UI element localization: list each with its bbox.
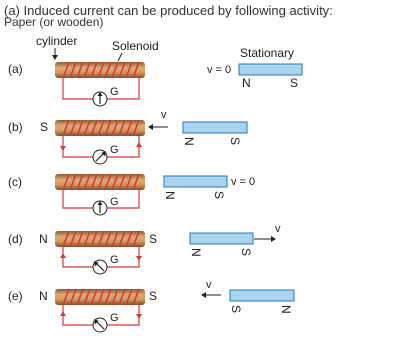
bar-magnet xyxy=(164,176,227,187)
velocity-label: v xyxy=(275,223,281,235)
magnet-pole-left: N xyxy=(242,76,251,90)
velocity-arrowhead xyxy=(271,236,276,242)
solenoid-pole-left: N xyxy=(39,289,48,303)
magnet-pole-left: N xyxy=(163,191,177,200)
galvanometer-label: G xyxy=(110,254,119,266)
solenoid-pole-right: S xyxy=(149,232,158,246)
row-tag: (d) xyxy=(8,232,23,246)
solenoid-pole-left: S xyxy=(40,120,49,134)
galvanometer-label: G xyxy=(110,86,119,98)
solenoid-pointer xyxy=(118,53,122,61)
magnet-pole-right: S xyxy=(228,137,242,146)
current-arrow-up xyxy=(136,142,142,147)
galvanometer-label: G xyxy=(110,196,119,208)
magnet-pole-left: N xyxy=(189,248,203,257)
current-arrow-up xyxy=(60,311,66,316)
current-arrow-down xyxy=(136,314,142,319)
magnet-pole-right: S xyxy=(290,76,299,90)
row-d xyxy=(8,223,281,274)
current-arrow-down xyxy=(136,256,142,261)
row-a xyxy=(8,62,302,106)
row-tag: (c) xyxy=(8,175,22,189)
velocity-label: v xyxy=(206,279,212,291)
magnet-pole-left: S xyxy=(229,305,243,314)
row-tag: (b) xyxy=(8,120,23,134)
bar-magnet xyxy=(239,64,302,75)
label-cylinder: cylinder xyxy=(36,34,78,48)
subtitle: Paper (or wooden) xyxy=(4,15,104,29)
label-solenoid: Solenoid xyxy=(112,39,159,53)
velocity-arrowhead xyxy=(148,124,153,130)
magnet-pole-right: S xyxy=(212,191,226,200)
solenoid-pole-left: N xyxy=(39,232,48,246)
row-c xyxy=(8,174,255,215)
velocity-label: v xyxy=(161,109,167,121)
bar-magnet xyxy=(190,233,253,244)
cylinder-pointer-head xyxy=(52,55,58,60)
row-b xyxy=(8,109,247,164)
velocity-label: v = 0 xyxy=(207,64,232,76)
magnet-pole-left: N xyxy=(182,137,196,146)
row-tag: (e) xyxy=(8,289,23,303)
row-tag: (a) xyxy=(8,62,23,76)
magnet-pole-right: N xyxy=(279,305,293,314)
bar-magnet xyxy=(183,122,247,133)
current-arrow-up xyxy=(60,253,66,258)
galvanometer-label: G xyxy=(110,144,119,156)
galvanometer-label: G xyxy=(110,312,119,324)
velocity-label: v = 0 xyxy=(231,176,256,188)
velocity-arrowhead xyxy=(201,292,206,298)
bar-magnet xyxy=(230,290,294,301)
solenoid-pole-right: S xyxy=(149,289,158,303)
page-title: (a) Induced current can be produced by following activity: xyxy=(4,3,333,18)
row-e xyxy=(8,279,294,332)
label-stationary: Stationary xyxy=(240,46,295,60)
magnet-pole-right: S xyxy=(239,248,253,257)
current-arrow-down xyxy=(60,146,66,151)
